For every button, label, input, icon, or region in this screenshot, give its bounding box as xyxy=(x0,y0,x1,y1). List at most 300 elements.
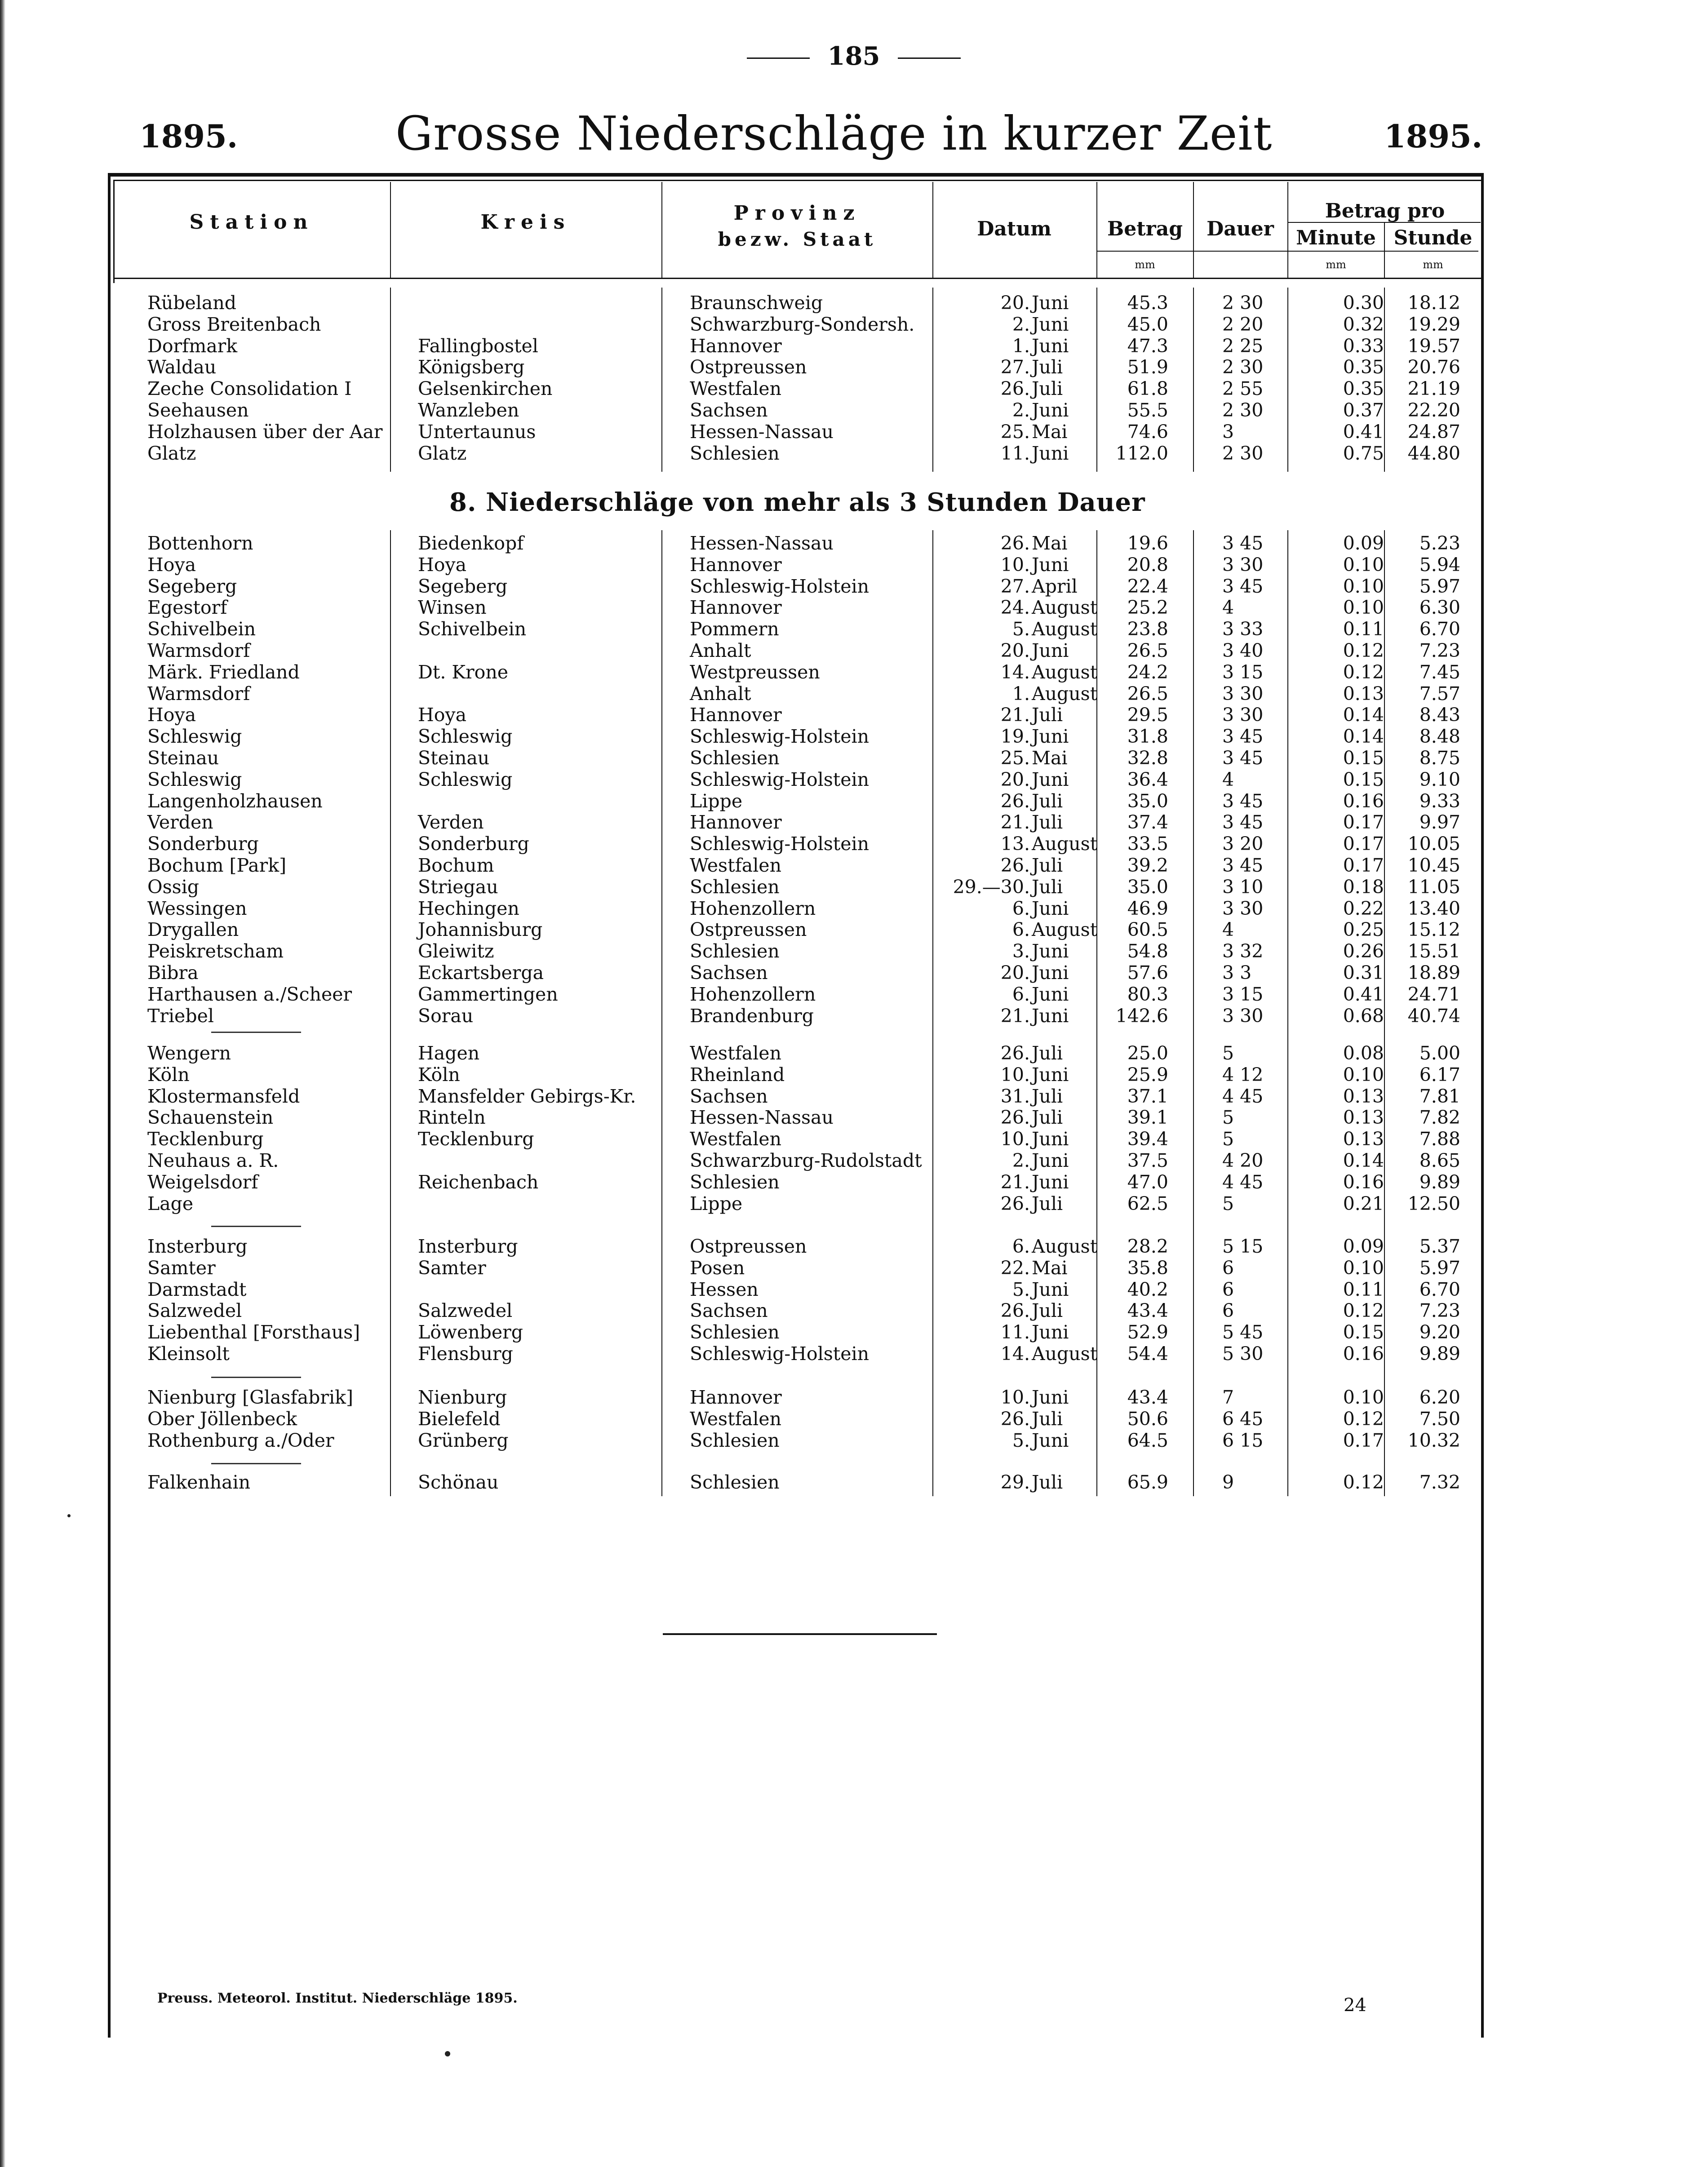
betrag-pro-stunde: 7.88 xyxy=(1419,1128,1460,1150)
datum-tag: 29.—30. xyxy=(953,876,1030,898)
station-name: Bottenhorn xyxy=(147,532,253,554)
betrag-pro-stunde: 5.97 xyxy=(1419,1257,1460,1279)
betrag-value: 39.2 xyxy=(1127,855,1168,876)
betrag-value: 47.3 xyxy=(1127,335,1168,357)
datum-monat: Juni xyxy=(1032,1321,1069,1343)
datum-tag: 26. xyxy=(1000,378,1030,400)
datum-tag: 14. xyxy=(1000,1343,1030,1365)
betrag-pro-minute: 0.11 xyxy=(1343,618,1384,640)
betrag-pro-minute: 0.12 xyxy=(1343,1408,1384,1430)
dauer-value: 3 15 xyxy=(1222,983,1264,1005)
betrag-value: 35.0 xyxy=(1127,876,1168,898)
table-row xyxy=(0,1257,1708,1279)
datum-tag: 5. xyxy=(1012,1429,1030,1451)
datum-tag: 20. xyxy=(1000,768,1030,790)
betrag-pro-minute: 0.30 xyxy=(1343,292,1384,314)
header-betrag: Betrag xyxy=(1107,217,1183,240)
betrag-pro-stunde: 40.74 xyxy=(1407,1005,1460,1027)
kreis-name: Königsberg xyxy=(418,356,525,378)
dauer-value: 4 12 xyxy=(1222,1064,1264,1086)
betrag-pro-minute: 0.09 xyxy=(1343,532,1384,554)
dauer-value: 4 45 xyxy=(1222,1085,1264,1107)
betrag-pro-stunde: 9.89 xyxy=(1419,1171,1460,1193)
datum-monat: August xyxy=(1032,1236,1098,1257)
table-row xyxy=(0,1150,1708,1171)
unit-betrag: mm xyxy=(1135,258,1155,271)
betrag-pro-stunde: 6.70 xyxy=(1419,618,1460,640)
datum-monat: Juni xyxy=(1032,335,1069,357)
kreis-name: Hagen xyxy=(418,1042,480,1064)
dauer-value: 2 30 xyxy=(1222,442,1264,464)
provinz-name: Schlesien xyxy=(690,1471,780,1493)
datum-tag: 26. xyxy=(1000,1042,1030,1064)
betrag-value: 20.8 xyxy=(1127,554,1168,576)
datum-tag: 1. xyxy=(1012,682,1030,705)
betrag-value: 142.6 xyxy=(1115,1005,1168,1027)
datum-tag: 5. xyxy=(1012,1278,1030,1300)
header-dauer: Dauer xyxy=(1207,217,1274,240)
datum-tag: 19. xyxy=(1000,726,1030,748)
datum-monat: August xyxy=(1032,833,1098,855)
betrag-pro-stunde: 15.12 xyxy=(1407,919,1460,941)
betrag-pro-minute: 0.11 xyxy=(1343,1278,1384,1300)
betrag-value: 45.0 xyxy=(1127,313,1168,335)
station-name: Steinau xyxy=(147,747,219,769)
datum-monat: Juni xyxy=(1032,292,1069,314)
provinz-name: Anhalt xyxy=(690,640,751,661)
group-separator xyxy=(211,1463,301,1464)
table-row xyxy=(0,1387,1708,1408)
kreis-name: Nienburg xyxy=(418,1387,507,1408)
group-separator xyxy=(211,1032,301,1033)
provinz-name: Westfalen xyxy=(690,1128,781,1150)
datum-monat: Juli xyxy=(1032,356,1063,378)
dauer-value: 5 45 xyxy=(1222,1321,1264,1343)
table-row xyxy=(0,833,1708,855)
kreis-name: Sonderburg xyxy=(418,833,529,855)
betrag-pro-minute: 0.32 xyxy=(1343,313,1384,335)
betrag-pro-minute: 0.37 xyxy=(1343,399,1384,421)
header-minute: Minute xyxy=(1296,226,1376,249)
dauer-value: 3 xyxy=(1222,421,1234,443)
betrag-pro-minute: 0.35 xyxy=(1343,378,1384,400)
station-name: Wessingen xyxy=(147,897,247,919)
betrag-value: 43.4 xyxy=(1127,1387,1168,1408)
betrag-pro-stunde: 7.32 xyxy=(1419,1471,1460,1493)
table-row xyxy=(0,1279,1708,1300)
dauer-value: 2 25 xyxy=(1222,335,1264,357)
table-row xyxy=(0,1086,1708,1107)
station-name: Salzwedel xyxy=(147,1300,242,1322)
unit-stunde: mm xyxy=(1423,258,1443,271)
provinz-name: Westfalen xyxy=(690,855,781,876)
datum-monat: Juni xyxy=(1032,1128,1069,1150)
table-row xyxy=(0,855,1708,876)
station-name: Langenholzhausen xyxy=(147,790,323,812)
datum-tag: 22. xyxy=(1000,1257,1030,1279)
datum-monat: Juli xyxy=(1032,378,1063,400)
betrag-value: 60.5 xyxy=(1127,919,1168,941)
dauer-value: 9 xyxy=(1222,1471,1234,1493)
betrag-pro-minute: 0.21 xyxy=(1343,1192,1384,1214)
betrag-value: 40.2 xyxy=(1127,1278,1168,1300)
betrag-pro-stunde: 13.40 xyxy=(1407,897,1460,919)
datum-monat: Juni xyxy=(1032,1005,1069,1027)
station-name: Sonderburg xyxy=(147,833,259,855)
betrag-pro-stunde: 6.20 xyxy=(1419,1387,1460,1408)
kreis-name: Bielefeld xyxy=(418,1408,501,1430)
betrag-pro-minute: 0.17 xyxy=(1343,1429,1384,1451)
provinz-name: Hohenzollern xyxy=(690,983,816,1005)
dauer-value: 3 45 xyxy=(1222,726,1264,748)
provinz-name: Sachsen xyxy=(690,399,768,421)
station-name: Peiskretscham xyxy=(147,940,284,962)
header-bottom-rule xyxy=(113,278,1482,279)
kreis-name: Tecklenburg xyxy=(418,1128,534,1150)
dauer-value: 2 20 xyxy=(1222,313,1264,335)
betrag-pro-minute: 0.13 xyxy=(1343,1128,1384,1150)
betrag-pro-minute: 0.16 xyxy=(1343,1171,1384,1193)
betrag-value: 57.6 xyxy=(1127,962,1168,984)
dauer-value: 6 15 xyxy=(1222,1429,1264,1451)
provinz-name: Schlesien xyxy=(690,940,780,962)
provinz-name: Hannover xyxy=(690,811,782,833)
dauer-value: 6 45 xyxy=(1222,1408,1264,1430)
datum-monat: Mai xyxy=(1032,747,1068,769)
kreis-name: Steinau xyxy=(418,747,490,769)
unit-minute: mm xyxy=(1326,258,1346,271)
betrag-pro-stunde: 7.57 xyxy=(1419,682,1460,705)
kreis-name: Johannisburg xyxy=(418,919,543,941)
betrag-pro-minute: 0.12 xyxy=(1343,1300,1384,1322)
datum-tag: 10. xyxy=(1000,1387,1030,1408)
provinz-name: Westfalen xyxy=(690,1042,781,1064)
kreis-name: Fallingbostel xyxy=(418,335,538,357)
betrag-value: 23.8 xyxy=(1127,618,1168,640)
table-row xyxy=(0,335,1708,357)
betrag-pro-minute: 0.68 xyxy=(1343,1005,1384,1027)
betrag-value: 64.5 xyxy=(1127,1429,1168,1451)
betrag-value: 32.8 xyxy=(1127,747,1168,769)
table-row xyxy=(0,940,1708,962)
dauer-value: 4 45 xyxy=(1222,1171,1264,1193)
betrag-value: 54.4 xyxy=(1127,1343,1168,1365)
provinz-name: Sachsen xyxy=(690,962,768,984)
header-station: Station xyxy=(189,211,314,234)
dauer-value: 6 xyxy=(1222,1278,1234,1300)
dauer-value: 5 xyxy=(1222,1192,1234,1214)
header-stunde: Stunde xyxy=(1393,226,1473,249)
station-name: Schauenstein xyxy=(147,1107,274,1129)
kreis-name: Rinteln xyxy=(418,1107,486,1129)
dauer-value: 3 45 xyxy=(1222,575,1264,597)
table-row xyxy=(0,378,1708,399)
betrag-pro-stunde: 21.19 xyxy=(1407,378,1460,400)
datum-monat: Juli xyxy=(1032,1107,1063,1129)
betrag-pro-minute: 0.13 xyxy=(1343,682,1384,705)
kreis-name: Salzwedel xyxy=(418,1300,513,1322)
betrag-pro-minute: 0.13 xyxy=(1343,1107,1384,1129)
table-row xyxy=(0,314,1708,335)
betrag-pro-stunde: 9.97 xyxy=(1419,811,1460,833)
betrag-value: 47.0 xyxy=(1127,1171,1168,1193)
betrag-pro-minute: 0.09 xyxy=(1343,1236,1384,1257)
datum-tag: 21. xyxy=(1000,811,1030,833)
kreis-name: Hoya xyxy=(418,554,467,576)
betrag-value: 39.1 xyxy=(1127,1107,1168,1129)
kreis-name: Biedenkopf xyxy=(418,532,524,554)
datum-tag: 2. xyxy=(1012,313,1030,335)
kreis-name: Samter xyxy=(418,1257,486,1279)
bottom-rule xyxy=(663,1633,937,1635)
betrag-pro-minute: 0.12 xyxy=(1343,640,1384,661)
table-row xyxy=(0,769,1708,790)
provinz-name: Hannover xyxy=(690,1387,782,1408)
dauer-value: 2 30 xyxy=(1222,399,1264,421)
provinz-name: Lippe xyxy=(690,1192,743,1214)
datum-monat: Mai xyxy=(1032,1257,1068,1279)
station-name: Ossig xyxy=(147,876,200,898)
station-name: Schivelbein xyxy=(147,618,256,640)
table-top-rule-thin xyxy=(113,180,1482,181)
betrag-pro-stunde: 18.12 xyxy=(1407,292,1460,314)
betrag-pro-minute: 0.17 xyxy=(1343,811,1384,833)
betrag-pro-stunde: 6.17 xyxy=(1419,1064,1460,1086)
betrag-pro-stunde: 8.75 xyxy=(1419,747,1460,769)
datum-tag: 27. xyxy=(1000,575,1030,597)
provinz-name: Schlesien xyxy=(690,1171,780,1193)
dauer-value: 2 30 xyxy=(1222,356,1264,378)
station-name: Neuhaus a. R. xyxy=(147,1150,279,1171)
datum-tag: 2. xyxy=(1012,1150,1030,1171)
betrag-pro-stunde: 12.50 xyxy=(1407,1192,1460,1214)
datum-monat: Juni xyxy=(1032,1064,1069,1086)
datum-monat: Juni xyxy=(1032,897,1069,919)
header-provinz-2: bezw. Staat xyxy=(718,228,877,250)
kreis-name: Schivelbein xyxy=(418,618,527,640)
betrag-pro-minute: 0.17 xyxy=(1343,855,1384,876)
betrag-value: 50.6 xyxy=(1127,1408,1168,1430)
table-row xyxy=(0,1171,1708,1193)
station-name: Warmsdorf xyxy=(147,682,250,705)
table-row xyxy=(0,1064,1708,1086)
station-name: Nienburg [Glasfabrik] xyxy=(147,1387,353,1408)
betrag-pro-minute: 0.15 xyxy=(1343,768,1384,790)
betrag-pro-stunde: 9.10 xyxy=(1419,768,1460,790)
station-name: Drygallen xyxy=(147,919,239,941)
datum-tag: 13. xyxy=(1000,833,1030,855)
station-name: Insterburg xyxy=(147,1236,248,1257)
table-row xyxy=(0,704,1708,726)
betrag-value: 37.5 xyxy=(1127,1150,1168,1171)
betrag-value: 26.5 xyxy=(1127,682,1168,705)
provinz-name: Ostpreussen xyxy=(690,1236,807,1257)
betrag-pro-minute: 0.35 xyxy=(1343,356,1384,378)
kreis-name: Flensburg xyxy=(418,1343,513,1365)
betrag-pro-minute: 0.12 xyxy=(1343,1471,1384,1493)
header-betrag-pro: Betrag pro xyxy=(1325,199,1445,222)
datum-monat: August xyxy=(1032,682,1098,705)
table-row xyxy=(0,356,1708,378)
table-row xyxy=(0,984,1708,1005)
table-top-rule xyxy=(108,173,1483,177)
station-name: Bochum [Park] xyxy=(147,855,287,876)
station-name: Hoya xyxy=(147,554,196,576)
betrag-pro-stunde: 5.94 xyxy=(1419,554,1460,576)
dauer-value: 3 30 xyxy=(1222,897,1264,919)
table-row xyxy=(0,811,1708,833)
provinz-name: Anhalt xyxy=(690,682,751,705)
datum-monat: Juni xyxy=(1032,442,1069,464)
datum-tag: 27. xyxy=(1000,356,1030,378)
datum-monat: Mai xyxy=(1032,421,1068,443)
betrag-pro-stunde: 7.23 xyxy=(1419,1300,1460,1322)
kreis-name: Bochum xyxy=(418,855,494,876)
dauer-value: 6 xyxy=(1222,1300,1234,1322)
betrag-value: 52.9 xyxy=(1127,1321,1168,1343)
datum-tag: 21. xyxy=(1000,1005,1030,1027)
datum-tag: 14. xyxy=(1000,661,1030,683)
betrag-pro-minute: 0.41 xyxy=(1343,983,1384,1005)
station-name: Dorfmark xyxy=(147,335,238,357)
betrag-value: 33.5 xyxy=(1127,833,1168,855)
betrag-pro-stunde: 8.48 xyxy=(1419,726,1460,748)
dauer-value: 3 45 xyxy=(1222,532,1264,554)
table-row xyxy=(0,1430,1708,1451)
betrag-value: 74.6 xyxy=(1127,421,1168,443)
betrag-value: 80.3 xyxy=(1127,983,1168,1005)
betrag-pro-stunde: 8.65 xyxy=(1419,1150,1460,1171)
table-row xyxy=(0,640,1708,661)
station-name: Zeche Consolidation I xyxy=(147,378,352,400)
station-name: Samter xyxy=(147,1257,216,1279)
dauer-value: 5 xyxy=(1222,1042,1234,1064)
provinz-name: Hannover xyxy=(690,597,782,619)
datum-monat: Juni xyxy=(1032,554,1069,576)
datum-tag: 21. xyxy=(1000,704,1030,726)
kreis-name: Sorau xyxy=(418,1005,474,1027)
provinz-name: Hessen-Nassau xyxy=(690,532,834,554)
dauer-value: 4 xyxy=(1222,597,1234,619)
station-name: Warmsdorf xyxy=(147,640,250,661)
dauer-value: 3 15 xyxy=(1222,661,1264,683)
footer-publisher: Preuss. Meteorol. Institut. Niederschläge 1895. xyxy=(157,1990,518,2006)
datum-monat: Juni xyxy=(1032,983,1069,1005)
datum-monat: August xyxy=(1032,1343,1098,1365)
datum-monat: Juni xyxy=(1032,1171,1069,1193)
betrag-pro-stunde: 19.57 xyxy=(1407,335,1460,357)
table-row xyxy=(0,1128,1708,1150)
datum-monat: Juni xyxy=(1032,962,1069,984)
betrag-pro-minute: 0.33 xyxy=(1343,335,1384,357)
kreis-name: Wanzleben xyxy=(418,399,519,421)
table-row xyxy=(0,747,1708,769)
betrag-value: 28.2 xyxy=(1127,1236,1168,1257)
betrag-value: 24.2 xyxy=(1127,661,1168,683)
provinz-name: Ostpreussen xyxy=(690,356,807,378)
kreis-name: Löwenberg xyxy=(418,1321,523,1343)
station-name: Egestorf xyxy=(147,597,227,619)
betrag-value: 55.5 xyxy=(1127,399,1168,421)
kreis-name: Hechingen xyxy=(418,897,519,919)
dauer-value: 3 45 xyxy=(1222,790,1264,812)
dauer-value: 3 20 xyxy=(1222,833,1264,855)
provinz-name: Lippe xyxy=(690,790,743,812)
betrag-pro-stunde: 7.50 xyxy=(1419,1408,1460,1430)
station-name: Rothenburg a./Oder xyxy=(147,1429,334,1451)
kreis-name: Grünberg xyxy=(418,1429,509,1451)
table-row xyxy=(0,618,1708,640)
station-name: Triebel xyxy=(147,1005,214,1027)
provinz-name: Hessen-Nassau xyxy=(690,1107,834,1129)
station-name: Rübeland xyxy=(147,292,236,314)
betrag-value: 29.5 xyxy=(1127,704,1168,726)
kreis-name: Hoya xyxy=(418,704,467,726)
datum-tag: 20. xyxy=(1000,962,1030,984)
betrag-pro-minute: 0.13 xyxy=(1343,1085,1384,1107)
betrag-value: 25.0 xyxy=(1127,1042,1168,1064)
provinz-name: Schleswig-Holstein xyxy=(690,1343,870,1365)
betrag-pro-stunde: 10.05 xyxy=(1407,833,1460,855)
datum-monat: Juni xyxy=(1032,1150,1069,1171)
datum-monat: Juni xyxy=(1032,313,1069,335)
kreis-name: Glatz xyxy=(418,442,467,464)
betrag-pro-minute: 0.14 xyxy=(1343,1150,1384,1171)
table-row xyxy=(0,554,1708,576)
scan-speck xyxy=(67,1514,71,1517)
betrag-value: 112.0 xyxy=(1115,442,1168,464)
datum-tag: 11. xyxy=(1000,442,1030,464)
betrag-pro-stunde: 7.81 xyxy=(1419,1085,1460,1107)
dauer-value: 3 33 xyxy=(1222,618,1264,640)
datum-tag: 26. xyxy=(1000,1107,1030,1129)
datum-monat: Juli xyxy=(1032,1300,1063,1322)
datum-tag: 10. xyxy=(1000,554,1030,576)
dauer-value: 6 xyxy=(1222,1257,1234,1279)
provinz-name: Schleswig-Holstein xyxy=(690,833,870,855)
provinz-name: Posen xyxy=(690,1257,745,1279)
datum-monat: Juni xyxy=(1032,640,1069,661)
table-row xyxy=(0,292,1708,314)
betrag-pro-minute: 0.16 xyxy=(1343,1343,1384,1365)
betrag-pro-stunde: 6.70 xyxy=(1419,1278,1460,1300)
dauer-value: 3 30 xyxy=(1222,554,1264,576)
datum-tag: 25. xyxy=(1000,421,1030,443)
datum-tag: 25. xyxy=(1000,747,1030,769)
betrag-pro-stunde: 24.87 xyxy=(1407,421,1460,443)
table-row xyxy=(0,1408,1708,1430)
datum-monat: Juli xyxy=(1032,1042,1063,1064)
kreis-name: Gammertingen xyxy=(418,983,558,1005)
table-row xyxy=(0,1042,1708,1064)
betrag-pro-minute: 0.10 xyxy=(1343,1064,1384,1086)
betrag-pro-minute: 0.41 xyxy=(1343,421,1384,443)
datum-monat: Juni xyxy=(1032,1387,1069,1408)
betrag-pro-stunde: 9.33 xyxy=(1419,790,1460,812)
betrag-value: 61.8 xyxy=(1127,378,1168,400)
kreis-name: Köln xyxy=(418,1064,460,1086)
kreis-name: Gleiwitz xyxy=(418,940,494,962)
kreis-name: Reichenbach xyxy=(418,1171,539,1193)
provinz-name: Pommern xyxy=(690,618,779,640)
provinz-name: Hannover xyxy=(690,554,782,576)
header-datum: Datum xyxy=(977,217,1051,240)
betrag-pro-minute: 0.10 xyxy=(1343,1387,1384,1408)
table-row xyxy=(0,1343,1708,1365)
station-name: Schleswig xyxy=(147,726,242,748)
betrag-pro-minute: 0.16 xyxy=(1343,790,1384,812)
betrag-pro-minute: 0.26 xyxy=(1343,940,1384,962)
